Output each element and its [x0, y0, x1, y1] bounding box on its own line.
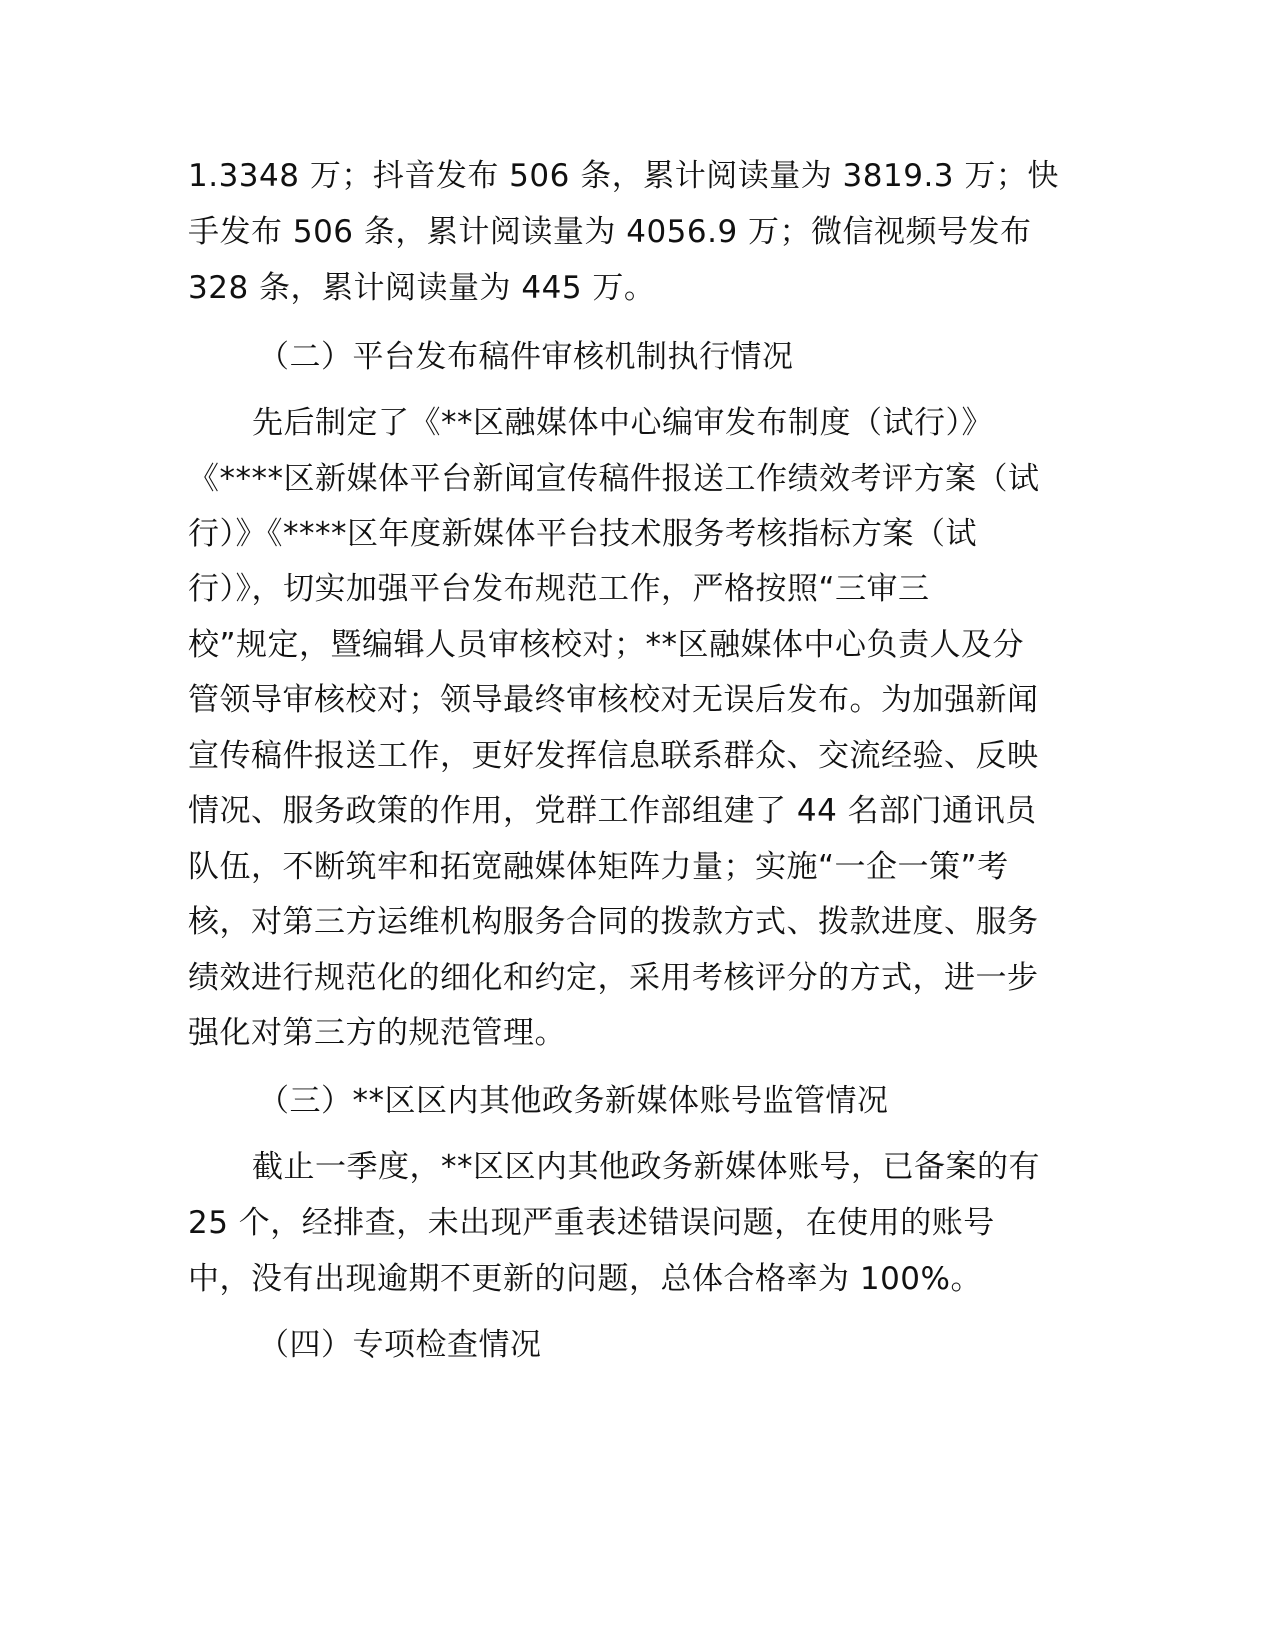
- paragraph-2-line-10: 核，对第三方运维机构服务合同的拨款方式、拨款进度、服务: [188, 904, 1039, 940]
- paragraph-1-line-3: 328 条，累计阅读量为 445 万。: [188, 270, 656, 306]
- paragraph-2-line-8: 情况、服务政策的作用，党群工作部组建了 44 名部门通讯员: [188, 793, 1037, 829]
- paragraph-2-line-11: 绩效进行规范化的细化和约定，采用考核评分的方式，进一步: [188, 960, 1039, 996]
- paragraph-2-line-2: 《****区新媒体平台新闻宣传稿件报送工作绩效考评方案（试: [188, 461, 1040, 497]
- paragraph-2-line-3: 行）》《****区年度新媒体平台技术服务考核指标方案（试: [188, 516, 977, 552]
- paragraph-2-line-9: 队伍，不断筑牢和拓宽融媒体矩阵力量；实施“一企一策”考: [188, 849, 1009, 885]
- paragraph-3-line-2: 25 个，经排查，未出现严重表述错误问题，在使用的账号: [188, 1205, 995, 1241]
- paragraph-2-line-6: 管领导审核校对；领导最终审核校对无误后发布。为加强新闻: [188, 682, 1039, 718]
- paragraph-2-line-12: 强化对第三方的规范管理。: [188, 1015, 566, 1051]
- paragraph-2-line-7: 宣传稿件报送工作，更好发挥信息联系群众、交流经验、反映: [188, 738, 1039, 774]
- paragraph-2-line-1: 先后制定了《**区融媒体中心编审发布制度（试行）》: [252, 405, 993, 441]
- paragraph-2-line-5: 校”规定，暨编辑人员审核校对；**区融媒体中心负责人及分: [188, 627, 1025, 663]
- paragraph-3-line-1: 截止一季度，**区区内其他政务新媒体账号，已备案的有: [252, 1149, 1040, 1185]
- section-heading-2: （二）平台发布稿件审核机制执行情况: [258, 339, 794, 375]
- section-heading-3: （三）**区区内其他政务新媒体账号监管情况: [258, 1083, 889, 1119]
- paragraph-1-line-1: 1.3348 万；抖音发布 506 条，累计阅读量为 3819.3 万；快: [188, 158, 1059, 194]
- paragraph-1-line-2: 手发布 506 条，累计阅读量为 4056.9 万；微信视频号发布: [188, 214, 1032, 250]
- paragraph-2-line-4: 行）》，切实加强平台发布规范工作，严格按照“三审三: [188, 571, 930, 607]
- section-heading-4: （四）专项检查情况: [258, 1327, 542, 1363]
- paragraph-3-line-3: 中，没有出现逾期不更新的问题，总体合格率为 100%。: [188, 1261, 982, 1297]
